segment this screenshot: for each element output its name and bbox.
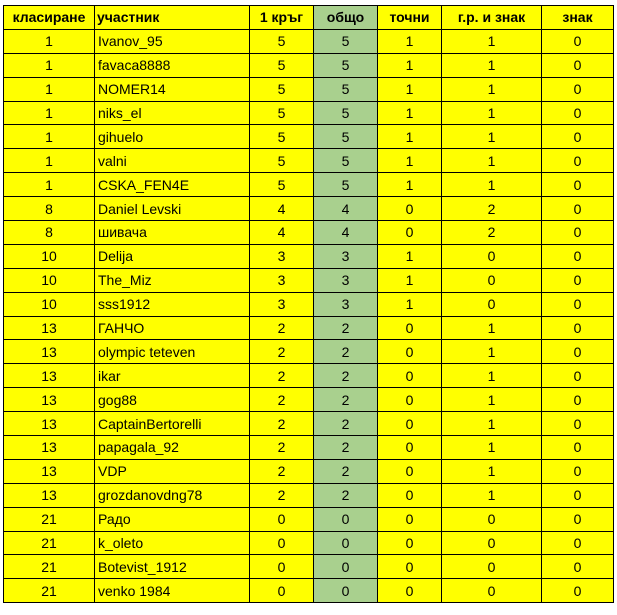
exact-cell: 1: [378, 173, 442, 197]
sign-cell: 0: [542, 388, 614, 412]
exact-cell: 1: [378, 101, 442, 125]
participant-cell: Ivanov_95: [95, 29, 250, 53]
sign-cell: 0: [542, 221, 614, 245]
total-cell: 2: [314, 340, 378, 364]
participant-cell: gog88: [95, 388, 250, 412]
round-1-cell: 5: [250, 101, 314, 125]
total-cell: 3: [314, 268, 378, 292]
rank-cell: 10: [4, 292, 95, 316]
total-cell: 2: [314, 483, 378, 507]
rank-cell: 13: [4, 412, 95, 436]
sign-cell: 0: [542, 340, 614, 364]
sign-cell: 0: [542, 173, 614, 197]
table-row: [4, 531, 614, 555]
round-1-cell: 3: [250, 244, 314, 268]
goal-diff-and-sign-cell: 1: [442, 125, 542, 149]
participant-cell: sss1912: [95, 292, 250, 316]
table-row: [4, 197, 614, 221]
exact-cell: 0: [378, 197, 442, 221]
header-round-1: 1 кръг: [250, 6, 314, 30]
rank-cell: 8: [4, 221, 95, 245]
round-1-cell: 0: [250, 507, 314, 531]
table-row: [4, 221, 614, 245]
goal-diff-and-sign-cell: 1: [442, 483, 542, 507]
table-row: [4, 77, 614, 101]
total-cell: 2: [314, 364, 378, 388]
table-row: [4, 459, 614, 483]
round-1-cell: 2: [250, 436, 314, 460]
participant-cell: Delija: [95, 244, 250, 268]
participant-cell: ikar: [95, 364, 250, 388]
goal-diff-and-sign-cell: 1: [442, 388, 542, 412]
round-1-cell: 0: [250, 555, 314, 579]
table-row: [4, 292, 614, 316]
round-1-cell: 3: [250, 292, 314, 316]
exact-cell: 1: [378, 244, 442, 268]
total-cell: 2: [314, 388, 378, 412]
total-cell: 4: [314, 221, 378, 245]
rank-cell: 13: [4, 388, 95, 412]
participant-cell: niks_el: [95, 101, 250, 125]
round-1-cell: 0: [250, 579, 314, 603]
table-row: [4, 53, 614, 77]
exact-cell: 0: [378, 340, 442, 364]
exact-cell: 0: [378, 507, 442, 531]
exact-cell: 0: [378, 531, 442, 555]
total-cell: 2: [314, 436, 378, 460]
total-cell: 5: [314, 149, 378, 173]
rank-cell: 13: [4, 436, 95, 460]
goal-diff-and-sign-cell: 1: [442, 436, 542, 460]
table-row: [4, 555, 614, 579]
goal-diff-and-sign-cell: 0: [442, 507, 542, 531]
total-cell: 5: [314, 101, 378, 125]
total-cell: 2: [314, 316, 378, 340]
header-rank: класиране: [4, 6, 95, 30]
table-body: [4, 29, 614, 602]
participant-cell: valni: [95, 149, 250, 173]
table-row: [4, 412, 614, 436]
header-total: общо: [314, 6, 378, 30]
table-row: [4, 268, 614, 292]
exact-cell: 0: [378, 579, 442, 603]
goal-diff-and-sign-cell: 1: [442, 459, 542, 483]
round-1-cell: 3: [250, 268, 314, 292]
exact-cell: 1: [378, 77, 442, 101]
rank-cell: 8: [4, 197, 95, 221]
exact-cell: 1: [378, 125, 442, 149]
exact-cell: 0: [378, 316, 442, 340]
exact-cell: 1: [378, 292, 442, 316]
table-row: [4, 364, 614, 388]
round-1-cell: 2: [250, 388, 314, 412]
participant-cell: Радо: [95, 507, 250, 531]
sign-cell: 0: [542, 507, 614, 531]
sign-cell: 0: [542, 364, 614, 388]
goal-diff-and-sign-cell: 1: [442, 53, 542, 77]
round-1-cell: 5: [250, 125, 314, 149]
participant-cell: ГАНЧО: [95, 316, 250, 340]
round-1-cell: 5: [250, 53, 314, 77]
goal-diff-and-sign-cell: 1: [442, 364, 542, 388]
participant-cell: gihuelo: [95, 125, 250, 149]
round-1-cell: 5: [250, 29, 314, 53]
table-row: [4, 340, 614, 364]
table-row: [4, 316, 614, 340]
participant-cell: Daniel Levski: [95, 197, 250, 221]
total-cell: 4: [314, 197, 378, 221]
table-row: [4, 507, 614, 531]
total-cell: 0: [314, 555, 378, 579]
round-1-cell: 5: [250, 149, 314, 173]
sign-cell: 0: [542, 412, 614, 436]
rank-cell: 21: [4, 555, 95, 579]
header-row: [4, 6, 614, 30]
sign-cell: 0: [542, 77, 614, 101]
rank-cell: 1: [4, 53, 95, 77]
round-1-cell: 2: [250, 412, 314, 436]
round-1-cell: 2: [250, 316, 314, 340]
sign-cell: 0: [542, 53, 614, 77]
sign-cell: 0: [542, 244, 614, 268]
sign-cell: 0: [542, 316, 614, 340]
table-row: [4, 125, 614, 149]
goal-diff-and-sign-cell: 0: [442, 579, 542, 603]
goal-diff-and-sign-cell: 1: [442, 77, 542, 101]
table-row: [4, 483, 614, 507]
total-cell: 5: [314, 125, 378, 149]
header-sign: знак: [542, 6, 614, 30]
goal-diff-and-sign-cell: 1: [442, 173, 542, 197]
participant-cell: venko 1984: [95, 579, 250, 603]
exact-cell: 0: [378, 388, 442, 412]
rank-cell: 1: [4, 149, 95, 173]
round-1-cell: 2: [250, 483, 314, 507]
rank-cell: 10: [4, 244, 95, 268]
round-1-cell: 5: [250, 173, 314, 197]
goal-diff-and-sign-cell: 0: [442, 244, 542, 268]
round-1-cell: 2: [250, 364, 314, 388]
goal-diff-and-sign-cell: 1: [442, 149, 542, 173]
rank-cell: 1: [4, 77, 95, 101]
standings-table: [3, 5, 614, 603]
exact-cell: 0: [378, 483, 442, 507]
exact-cell: 1: [378, 268, 442, 292]
participant-cell: papagala_92: [95, 436, 250, 460]
rank-cell: 13: [4, 316, 95, 340]
goal-diff-and-sign-cell: 1: [442, 340, 542, 364]
total-cell: 0: [314, 507, 378, 531]
sign-cell: 0: [542, 268, 614, 292]
table-row: [4, 436, 614, 460]
participant-cell: шивача: [95, 221, 250, 245]
total-cell: 5: [314, 29, 378, 53]
round-1-cell: 0: [250, 531, 314, 555]
sign-cell: 0: [542, 149, 614, 173]
rank-cell: 21: [4, 579, 95, 603]
exact-cell: 0: [378, 221, 442, 245]
sign-cell: 0: [542, 101, 614, 125]
goal-diff-and-sign-cell: 0: [442, 292, 542, 316]
goal-diff-and-sign-cell: 1: [442, 29, 542, 53]
participant-cell: The_Miz: [95, 268, 250, 292]
total-cell: 5: [314, 173, 378, 197]
sign-cell: 0: [542, 292, 614, 316]
participant-cell: k_oleto: [95, 531, 250, 555]
exact-cell: 0: [378, 412, 442, 436]
rank-cell: 1: [4, 29, 95, 53]
exact-cell: 0: [378, 364, 442, 388]
participant-cell: CSKA_FEN4E: [95, 173, 250, 197]
header-participant: участник: [95, 6, 250, 30]
sign-cell: 0: [542, 459, 614, 483]
total-cell: 5: [314, 77, 378, 101]
rank-cell: 10: [4, 268, 95, 292]
rank-cell: 13: [4, 459, 95, 483]
sign-cell: 0: [542, 555, 614, 579]
goal-diff-and-sign-cell: 2: [442, 197, 542, 221]
table-row: [4, 29, 614, 53]
round-1-cell: 5: [250, 77, 314, 101]
exact-cell: 1: [378, 29, 442, 53]
sign-cell: 0: [542, 29, 614, 53]
table-row: [4, 101, 614, 125]
sign-cell: 0: [542, 197, 614, 221]
goal-diff-and-sign-cell: 0: [442, 531, 542, 555]
round-1-cell: 4: [250, 197, 314, 221]
table-row: [4, 173, 614, 197]
total-cell: 2: [314, 412, 378, 436]
round-1-cell: 2: [250, 340, 314, 364]
total-cell: 5: [314, 53, 378, 77]
goal-diff-and-sign-cell: 1: [442, 101, 542, 125]
participant-cell: Botevist_1912: [95, 555, 250, 579]
exact-cell: 0: [378, 436, 442, 460]
sign-cell: 0: [542, 125, 614, 149]
header-goal-diff-and-sign: г.р. и знак: [442, 6, 542, 30]
participant-cell: grozdanovdng78: [95, 483, 250, 507]
goal-diff-and-sign-cell: 0: [442, 268, 542, 292]
rank-cell: 13: [4, 483, 95, 507]
participant-cell: CaptainBertorelli: [95, 412, 250, 436]
round-1-cell: 4: [250, 221, 314, 245]
participant-cell: olympic teteven: [95, 340, 250, 364]
sign-cell: 0: [542, 436, 614, 460]
table-row: [4, 579, 614, 603]
table-row: [4, 149, 614, 173]
participant-cell: favaca8888: [95, 53, 250, 77]
exact-cell: 0: [378, 459, 442, 483]
participant-cell: NOMER14: [95, 77, 250, 101]
round-1-cell: 2: [250, 459, 314, 483]
table-row: [4, 388, 614, 412]
goal-diff-and-sign-cell: 1: [442, 316, 542, 340]
exact-cell: 0: [378, 555, 442, 579]
rank-cell: 13: [4, 340, 95, 364]
rank-cell: 21: [4, 507, 95, 531]
total-cell: 3: [314, 292, 378, 316]
header-exact: точни: [378, 6, 442, 30]
sign-cell: 0: [542, 483, 614, 507]
participant-cell: VDP: [95, 459, 250, 483]
sign-cell: 0: [542, 531, 614, 555]
total-cell: 2: [314, 459, 378, 483]
table-row: [4, 244, 614, 268]
sign-cell: 0: [542, 579, 614, 603]
rank-cell: 21: [4, 531, 95, 555]
goal-diff-and-sign-cell: 0: [442, 555, 542, 579]
goal-diff-and-sign-cell: 2: [442, 221, 542, 245]
total-cell: 3: [314, 244, 378, 268]
exact-cell: 1: [378, 53, 442, 77]
rank-cell: 1: [4, 173, 95, 197]
exact-cell: 1: [378, 149, 442, 173]
goal-diff-and-sign-cell: 1: [442, 412, 542, 436]
rank-cell: 1: [4, 125, 95, 149]
total-cell: 0: [314, 531, 378, 555]
total-cell: 0: [314, 579, 378, 603]
rank-cell: 1: [4, 101, 95, 125]
rank-cell: 13: [4, 364, 95, 388]
